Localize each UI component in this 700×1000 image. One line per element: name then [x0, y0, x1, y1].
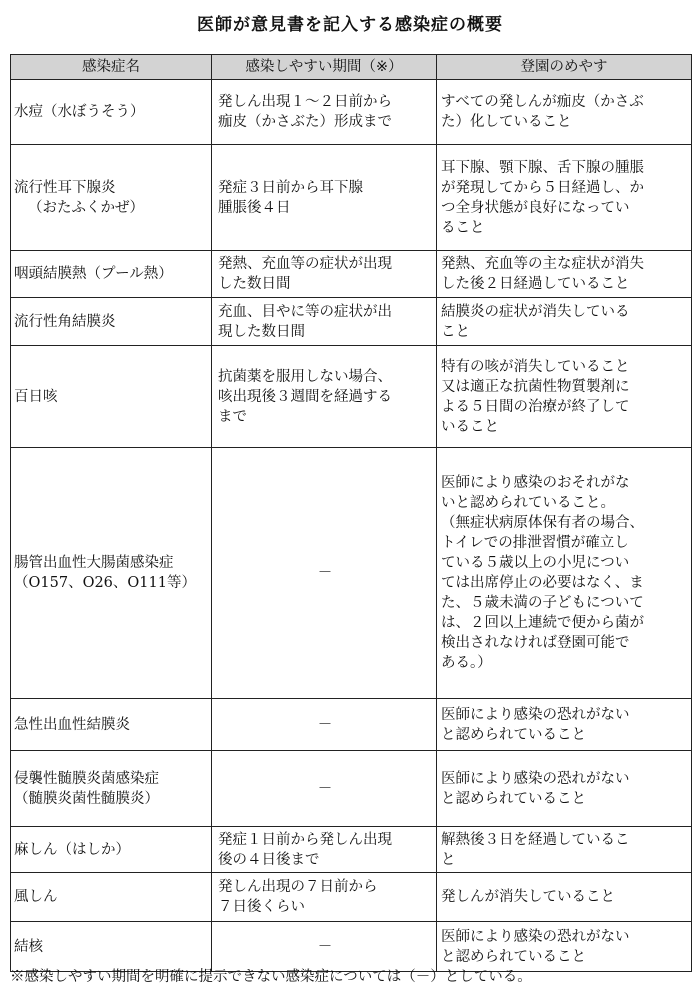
infection-table [10, 54, 692, 972]
criteria-line: 耳下腺、顎下腺、舌下腺の腫脹 [441, 159, 644, 176]
table-row [11, 346, 692, 448]
period-line: 発症１日前から発しん出現 [218, 831, 392, 848]
disease-name: 流行性耳下腺炎 [14, 179, 116, 196]
header-period: 感染しやすい期間（※） [212, 55, 437, 80]
criteria-line: よる５日間の治療が終了して [441, 398, 630, 415]
criteria-line: ある。） [441, 655, 492, 671]
period-line: 後の４日後まで [218, 851, 320, 868]
criteria-line: 結膜炎の症状が消失している [441, 303, 630, 320]
criteria-line: （無症状病原体保有者の場合、 [441, 515, 644, 531]
disease-name-cell [11, 346, 212, 448]
disease-name-sub: （O157、O26、O111等） [14, 575, 196, 591]
disease-name: 風しん [14, 889, 58, 905]
period-cell [212, 922, 437, 972]
table-row [11, 873, 692, 922]
period-line: 抗菌薬を服用しない場合、 [218, 368, 392, 385]
period-dash: － [317, 780, 333, 797]
period-cell [212, 751, 437, 827]
criteria-line: した後２日経過していること [441, 276, 630, 292]
table-row [11, 298, 692, 346]
criteria-line: 又は適正な抗菌性物質製剤に [441, 378, 630, 395]
disease-name-sub: （おたふくかぜ） [28, 199, 144, 216]
table-row [11, 751, 692, 827]
period-cell [212, 699, 437, 751]
period-dash: － [317, 716, 333, 733]
table-row [11, 80, 692, 145]
period-cell [212, 80, 437, 145]
period-line: まで [218, 408, 247, 425]
criteria-line: 医師により感染の恐れがない [441, 706, 630, 723]
period-line: 咳出現後３週間を経過する [218, 388, 392, 405]
criteria-line: 解熱後３日を経過しているこ [441, 831, 630, 848]
criteria-line: が発現してから５日経過し、か [441, 179, 644, 196]
table-header-row [11, 55, 692, 80]
period-cell [212, 298, 437, 346]
criteria-line: ては出席停止の必要はなく、ま [441, 575, 644, 591]
criteria-cell [437, 80, 692, 145]
criteria-line: こと [441, 323, 470, 340]
table-row [11, 699, 692, 751]
disease-name-cell [11, 751, 212, 827]
criteria-cell [437, 873, 692, 922]
disease-name-cell [11, 699, 212, 751]
period-cell [212, 827, 437, 873]
criteria-line: ること [441, 219, 485, 236]
criteria-cell [437, 827, 692, 873]
table-row [11, 251, 692, 298]
disease-name-cell [11, 80, 212, 145]
disease-name-cell [11, 251, 212, 298]
table-row [11, 145, 692, 251]
criteria-line: は、２回以上連続で便から菌が [441, 615, 644, 631]
disease-name-cell [11, 922, 212, 972]
disease-name: 急性出血性結膜炎 [14, 716, 130, 733]
criteria-line: た）化していること [441, 114, 572, 130]
table-row [11, 922, 692, 972]
disease-name: 流行性角結膜炎 [14, 313, 116, 330]
header-disease: 感染症名 [11, 55, 212, 80]
criteria-cell [437, 346, 692, 448]
disease-name: 腸管出血性大腸菌感染症 [14, 555, 174, 571]
criteria-line: と認められていること [441, 790, 586, 807]
criteria-cell [437, 251, 692, 298]
criteria-line: 医師により感染のおそれがな [441, 475, 630, 491]
criteria-line: と [441, 851, 456, 868]
page-title: 医師が意見書を記入する感染症の概要 [197, 15, 503, 35]
criteria-line: いること [441, 418, 499, 435]
period-line: 現した数日間 [218, 323, 305, 340]
criteria-line: いと認められていること。 [441, 495, 615, 511]
period-line: ７日後くらい [218, 899, 305, 915]
period-line: 充血、目やに等の症状が出 [218, 303, 392, 320]
period-dash: － [317, 938, 333, 955]
criteria-line: ている５歳以上の小児につい [441, 555, 630, 571]
disease-name-cell [11, 827, 212, 873]
period-cell [212, 448, 437, 699]
criteria-line: と認められていること [441, 726, 586, 743]
criteria-line: 検出されなければ登園可能で [441, 635, 630, 651]
disease-name: 結核 [14, 938, 43, 955]
criteria-cell [437, 448, 692, 699]
criteria-cell [437, 922, 692, 972]
disease-name-sub: （髄膜炎菌性髄膜炎） [14, 790, 159, 807]
criteria-cell [437, 298, 692, 346]
criteria-line: すべての発しんが痂皮（かさぶ [441, 94, 644, 110]
disease-name: 麻しん（はしか） [14, 841, 130, 858]
period-cell [212, 873, 437, 922]
disease-name-cell [11, 448, 212, 699]
period-cell [212, 145, 437, 251]
period-line: 発しん出現１～２日前から [218, 94, 392, 110]
period-line: した数日間 [218, 276, 291, 292]
disease-name: 水痘（水ぼうそう） [14, 104, 145, 120]
criteria-line: トイレでの排泄習慣が確立し [441, 535, 629, 551]
footnote: ※感染しやすい期間を明確に提示できない感染症については（－）としている。 [10, 969, 532, 985]
table-row [11, 827, 692, 873]
criteria-line: つ全身状態が良好になってい [441, 199, 630, 216]
criteria-cell [437, 699, 692, 751]
header-criteria: 登園のめやす [437, 55, 692, 80]
criteria-cell [437, 145, 692, 251]
criteria-line: 発熱、充血等の主な症状が消失 [441, 256, 644, 272]
period-line: 発症３日前から耳下腺 [218, 179, 363, 196]
disease-name: 咽頭結膜熱（プール熱） [14, 266, 173, 282]
period-cell [212, 251, 437, 298]
criteria-line: た、５歳未満の子どもについて [441, 595, 644, 611]
period-line: 発しん出現の７日前から [218, 879, 378, 895]
table-row [11, 448, 692, 699]
disease-name-cell [11, 145, 212, 251]
disease-name-cell [11, 298, 212, 346]
criteria-line: 発しんが消失していること [441, 889, 615, 905]
criteria-line: 医師により感染の恐れがない [441, 770, 630, 787]
period-cell [212, 346, 437, 448]
disease-name-cell [11, 873, 212, 922]
period-line: 腫脹後４日 [218, 199, 291, 216]
disease-name: 侵襲性髄膜炎菌感染症 [14, 770, 159, 787]
criteria-line: 医師により感染の恐れがない [441, 928, 630, 945]
period-dash: － [317, 565, 333, 581]
criteria-line: 特有の咳が消失していること [441, 358, 630, 375]
disease-name: 百日咳 [14, 388, 58, 405]
period-line: 発熱、充血等の症状が出現 [218, 256, 392, 272]
criteria-cell [437, 751, 692, 827]
period-line: 痂皮（かさぶた）形成まで [218, 114, 392, 130]
criteria-line: と認められていること [441, 948, 586, 965]
